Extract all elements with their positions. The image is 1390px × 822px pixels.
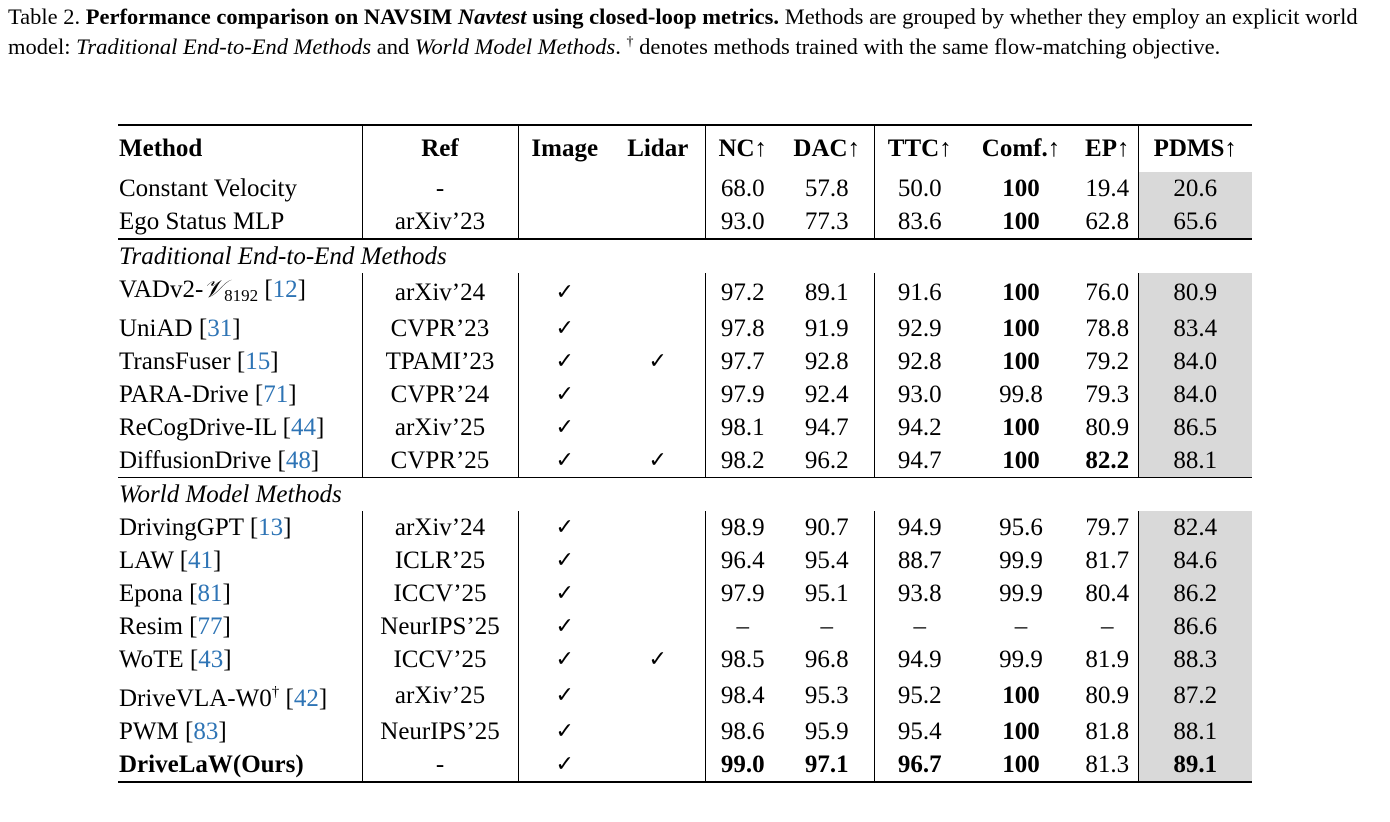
nc-cell: 97.8 [705, 312, 780, 345]
ref-cell: CVPR’25 [362, 444, 518, 478]
method-label: ReCogDrive-IL [119, 414, 277, 441]
header-method: Method [119, 135, 203, 162]
pdms-cell: 84.0 [1138, 378, 1252, 411]
nc-cell: 68.0 [705, 172, 780, 205]
citation-link[interactable]: 83 [193, 718, 219, 745]
ep-cell: 81.9 [1085, 646, 1130, 673]
ep-cell: 79.7 [1085, 514, 1130, 541]
ttc-cell: 93.0 [874, 378, 965, 411]
method-label: Epona [119, 580, 183, 607]
comf-cell: 99.8 [999, 381, 1043, 408]
lidar-cell: ✓ [648, 448, 667, 473]
ref-cell: NeurIPS’25 [362, 715, 518, 748]
ttc-cell: 92.8 [874, 345, 965, 378]
method-name [118, 172, 362, 205]
pdms-cell: 88.1 [1138, 444, 1252, 478]
lidar-cell: ✓ [648, 349, 667, 374]
group-title: World Model Methods [119, 481, 342, 508]
table-row [118, 312, 1252, 345]
table-row [118, 378, 1252, 411]
pdms-cell: 82.4 [1138, 511, 1252, 544]
table-row [118, 444, 1252, 478]
method-label: PWM [119, 718, 179, 745]
table-row [118, 205, 1252, 239]
table-row [118, 643, 1252, 676]
lidar-cell [611, 748, 705, 782]
comf-cell: 99.9 [999, 646, 1043, 673]
ttc-cell: 92.9 [874, 312, 965, 345]
method-label: VADv2- [119, 276, 204, 303]
lidar-cell [611, 610, 705, 643]
ttc-cell: 83.6 [874, 205, 965, 239]
method-name: WoTE [43] [119, 646, 232, 673]
comf-cell: 100 [1002, 175, 1040, 202]
nc-cell: – [705, 610, 780, 643]
nc-cell: 98.2 [705, 444, 780, 478]
lidar-cell [611, 577, 705, 610]
method-label: Ego Status MLP [119, 208, 285, 235]
method-symbol: 𝒱 [203, 276, 225, 303]
citation-link[interactable]: 31 [207, 315, 233, 342]
nc-cell: 96.4 [705, 544, 780, 577]
ttc-cell: – [874, 610, 965, 643]
method-label: LAW [119, 547, 174, 574]
ref-cell: ICCV’25 [362, 577, 518, 610]
dagger-symbol: † [271, 684, 280, 700]
table-row [118, 172, 1252, 205]
nc-cell: 97.9 [705, 378, 780, 411]
lidar-cell [611, 411, 705, 444]
pdms-cell: 20.6 [1138, 172, 1252, 205]
dac-cell: 90.7 [804, 514, 849, 541]
lidar-cell [611, 544, 705, 577]
nc-cell: 97.7 [705, 345, 780, 378]
lidar-cell [611, 511, 705, 544]
ref-cell: NeurIPS’25 [362, 610, 518, 643]
image-cell: ✓ [518, 577, 611, 610]
dac-cell: 97.1 [804, 751, 849, 778]
table-row [118, 715, 1252, 748]
dac-cell: 95.1 [804, 580, 849, 607]
ep-cell: 19.4 [1085, 175, 1130, 202]
lidar-cell [611, 715, 705, 748]
ref-cell: ICCV’25 [362, 643, 518, 676]
ep-cell: – [1101, 613, 1114, 640]
citation-link[interactable]: 42 [293, 685, 319, 712]
image-cell: ✓ [518, 273, 611, 312]
ttc-cell: 96.7 [874, 748, 965, 782]
ttc-cell: 93.8 [874, 577, 965, 610]
lidar-cell [611, 378, 705, 411]
dac-cell: 95.9 [804, 718, 849, 745]
method-subscript: 8192 [224, 286, 259, 305]
method-name: UniAD [31] [119, 315, 241, 342]
nc-cell: 98.5 [705, 643, 780, 676]
image-cell [518, 205, 611, 239]
table-row [118, 748, 1252, 782]
nc-cell: 99.0 [705, 748, 780, 782]
ref-cell: TPAMI’23 [362, 345, 518, 378]
nc-cell: 93.0 [705, 205, 780, 239]
ref-cell: - [362, 172, 518, 205]
lidar-cell [611, 205, 705, 239]
method-label: DriveVLA-W0 [119, 685, 272, 712]
comf-cell: 100 [1002, 751, 1040, 778]
ttc-cell: 94.9 [874, 511, 965, 544]
ttc-cell: 94.9 [874, 643, 965, 676]
table-caption: Table 2. Performance comparison on NAVSIM Navtest using closed-loop metrics. Methods are grouped by whether they employ an explicit world model: Traditional End-to-End Methods and World Model Methods. † denotes methods trained with the same flow-matching objective. [8, 4, 1358, 59]
citation-link[interactable]: 43 [198, 646, 224, 673]
pdms-cell: 83.4 [1138, 312, 1252, 345]
ep-cell: 80.4 [1085, 580, 1130, 607]
image-cell: ✓ [518, 312, 611, 345]
lidar-cell [611, 312, 705, 345]
table-row [118, 345, 1252, 378]
image-cell: ✓ [518, 345, 611, 378]
pdms-cell: 86.2 [1138, 577, 1252, 610]
method-name: LAW [41] [119, 547, 222, 574]
citation-link[interactable]: 71 [263, 381, 289, 408]
method-label: DriveLaW(Ours) [119, 751, 304, 778]
dac-cell: 96.2 [804, 447, 849, 474]
citation-link[interactable]: 77 [197, 613, 223, 640]
citation-link[interactable]: 81 [197, 580, 223, 607]
header-ttc: TTC↑ [874, 125, 965, 172]
caption-label: Table 2. [8, 4, 81, 29]
table-row [118, 411, 1252, 444]
pdms-cell: 86.6 [1138, 610, 1252, 643]
comf-cell: 100 [1002, 348, 1040, 375]
method-name: PWM [83] [119, 718, 227, 745]
table-row [118, 610, 1252, 643]
nc-cell: 98.1 [705, 411, 780, 444]
ep-cell: 80.9 [1085, 414, 1130, 441]
caption-title: Performance comparison on NAVSIM Navtest using closed-loop metrics. [85, 4, 780, 29]
ep-cell: 80.9 [1085, 682, 1130, 709]
header-ref: Ref [362, 125, 518, 172]
lidar-cell [611, 172, 705, 205]
ref-cell: CVPR’24 [362, 378, 518, 411]
method-name: Epona [81] [119, 580, 231, 607]
dac-cell: 57.8 [804, 175, 849, 202]
method-name [118, 748, 362, 782]
ttc-cell: 88.7 [874, 544, 965, 577]
header-pdms: PDMS↑ [1138, 125, 1252, 172]
method-label: TransFuser [119, 348, 231, 375]
table-row [118, 511, 1252, 544]
table-row [118, 577, 1252, 610]
image-cell [518, 172, 611, 205]
image-cell: ✓ [518, 544, 611, 577]
pdms-cell: 86.5 [1138, 411, 1252, 444]
comf-cell: – [1014, 613, 1028, 640]
method-label: PARA-Drive [119, 381, 249, 408]
table-body [118, 172, 1252, 782]
image-cell: ✓ [518, 444, 611, 478]
image-cell: ✓ [518, 748, 611, 782]
image-cell: ✓ [518, 411, 611, 444]
dac-cell: 77.3 [804, 208, 849, 235]
ref-cell: arXiv’24 [362, 273, 518, 312]
ref-cell: ICLR’25 [362, 544, 518, 577]
pdms-cell: 84.6 [1138, 544, 1252, 577]
method-name: VADv2-𝒱$_{8192}$ [12] [119, 276, 306, 305]
lidar-cell [611, 273, 705, 312]
header-ep: EP↑ [1085, 135, 1130, 162]
comf-cell: 100 [1002, 414, 1040, 441]
ttc-cell: 50.0 [874, 172, 965, 205]
image-cell: ✓ [518, 511, 611, 544]
dac-cell: 95.3 [804, 682, 849, 709]
table-row [118, 544, 1252, 577]
method-label: WoTE [119, 646, 184, 673]
pdms-cell: 88.3 [1138, 643, 1252, 676]
comf-cell: 95.6 [999, 514, 1043, 541]
results-table [118, 124, 1252, 783]
ref-cell: - [362, 748, 518, 782]
ttc-cell: 94.2 [874, 411, 965, 444]
image-cell: ✓ [518, 378, 611, 411]
method-label: UniAD [119, 315, 193, 342]
comf-cell: 100 [1002, 447, 1040, 474]
method-label: Resim [119, 613, 183, 640]
method-name: DiffusionDrive [48] [119, 447, 320, 474]
citation-link[interactable]: 44 [290, 414, 316, 441]
ep-cell: 81.3 [1085, 751, 1130, 778]
dac-cell: 92.8 [804, 348, 849, 375]
ep-cell: 79.3 [1085, 381, 1130, 408]
pdms-cell: 84.0 [1138, 345, 1252, 378]
pdms-cell: 88.1 [1138, 715, 1252, 748]
nc-cell: 98.9 [705, 511, 780, 544]
header-comf: Comf.↑ [981, 135, 1061, 162]
dac-cell: 95.4 [804, 547, 849, 574]
comf-cell: 99.9 [999, 547, 1043, 574]
caption-group2: World Model Methods [414, 34, 616, 59]
group-header-row [118, 239, 1252, 273]
ref-cell: arXiv’23 [362, 205, 518, 239]
header-nc: NC↑ [705, 125, 780, 172]
comf-cell: 100 [1002, 315, 1040, 342]
dac-cell: 92.4 [804, 381, 849, 408]
image-cell: ✓ [518, 715, 611, 748]
comf-cell: 100 [1002, 208, 1040, 235]
lidar-cell [611, 676, 705, 715]
method-name: ReCogDrive-IL [44] [119, 414, 325, 441]
comf-cell: 100 [1002, 279, 1040, 306]
method-label: Constant Velocity [119, 175, 298, 202]
ref-cell: arXiv’24 [362, 511, 518, 544]
method-name: Resim [77] [119, 613, 231, 640]
ep-cell: 81.7 [1085, 547, 1130, 574]
header-row [118, 125, 1252, 172]
group-title: Traditional End-to-End Methods [119, 243, 447, 270]
comf-cell: 100 [1002, 718, 1040, 745]
group-header-row [118, 478, 1252, 512]
pdms-cell: 87.2 [1138, 676, 1252, 715]
ref-cell: arXiv’25 [362, 676, 518, 715]
pdms-cell: 89.1 [1138, 748, 1252, 782]
ep-cell: 62.8 [1085, 208, 1130, 235]
ttc-cell: 95.4 [874, 715, 965, 748]
comf-cell: 99.9 [999, 580, 1043, 607]
nc-cell: 97.9 [705, 577, 780, 610]
nc-cell: 98.4 [705, 676, 780, 715]
image-cell: ✓ [518, 676, 611, 715]
pdms-cell: 80.9 [1138, 273, 1252, 312]
method-label: DiffusionDrive [119, 447, 272, 474]
citation-link[interactable]: 41 [188, 547, 214, 574]
ref-cell: CVPR’23 [362, 312, 518, 345]
dac-cell: 89.1 [804, 279, 849, 306]
caption-note: denotes methods trained with the same flow-matching objective. [639, 34, 1221, 59]
comf-cell: 100 [1002, 682, 1040, 709]
image-cell: ✓ [518, 643, 611, 676]
table-row [118, 273, 1252, 312]
citation-link[interactable]: 12 [272, 276, 298, 303]
image-cell: ✓ [518, 610, 611, 643]
header-image: Image [518, 125, 611, 172]
header-dac: DAC↑ [793, 135, 861, 162]
caption-group1: Traditional End-to-End Methods [76, 34, 372, 59]
dac-cell: – [820, 613, 833, 640]
ttc-cell: 91.6 [874, 273, 965, 312]
pdms-cell: 65.6 [1138, 205, 1252, 239]
method-label: DrivingGPT [119, 514, 244, 541]
citation-link[interactable]: 15 [245, 348, 271, 375]
table-row [118, 676, 1252, 715]
ep-cell: 79.2 [1085, 348, 1130, 375]
dac-cell: 96.8 [804, 646, 849, 673]
ep-cell: 78.8 [1085, 315, 1130, 342]
header-lidar: Lidar [627, 135, 689, 162]
ep-cell: 81.8 [1085, 718, 1130, 745]
method-name [118, 205, 362, 239]
method-name: DrivingGPT [13] [119, 514, 292, 541]
method-name: DriveVLA-W0† [42] [119, 684, 328, 712]
ep-cell: 76.0 [1085, 279, 1130, 306]
dac-cell: 94.7 [804, 414, 849, 441]
method-name: PARA-Drive [71] [119, 381, 297, 408]
citation-link[interactable]: 48 [285, 447, 311, 474]
ttc-cell: 95.2 [874, 676, 965, 715]
caption-text: Methods are grouped by whether they employ an explicit world model: [8, 4, 1358, 59]
nc-cell: 98.6 [705, 715, 780, 748]
dac-cell: 91.9 [804, 315, 849, 342]
method-name: TransFuser [15] [119, 348, 279, 375]
ttc-cell: 94.7 [874, 444, 965, 478]
ep-cell: 82.2 [1085, 447, 1130, 474]
dagger-symbol: † [626, 34, 634, 50]
ref-cell: arXiv’25 [362, 411, 518, 444]
nc-cell: 97.2 [705, 273, 780, 312]
lidar-cell: ✓ [648, 647, 667, 672]
citation-link[interactable]: 13 [258, 514, 284, 541]
